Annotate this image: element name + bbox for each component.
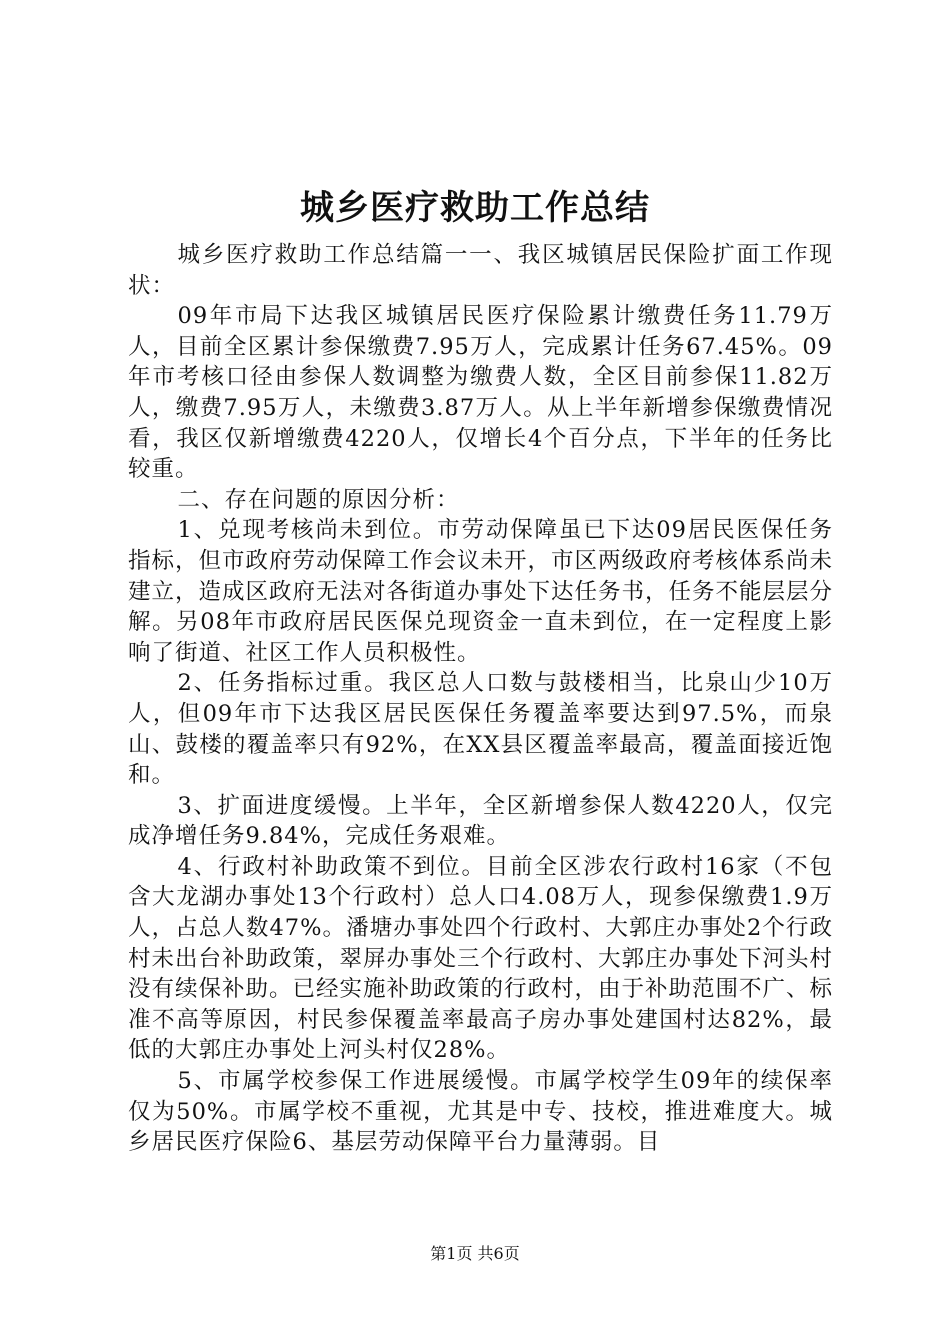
- paragraph-status: 09年市局下达我区城镇居民医疗保险累计缴费任务11.79万人，目前全区累计参保缴费7.95万人，完成累计任务67.45%。09年市考核口径由参保人数调整为缴费人数，全区目前参保11.82万人，缴费7.95万人，未缴费3.87万人。从上半年新增参保缴费情况看，我区仅新增缴费4220人，仅增长4个百分点，下半年的任务比较重。: [128, 303, 833, 483]
- paragraph-analysis-heading: 二、存在问题的原因分析：: [177, 486, 460, 513]
- paragraph-issue-3: 3、扩面进度缓慢。上半年，全区新增参保人数4220人，仅完成净增任务9.84%，完成任务艰难。: [128, 792, 833, 850]
- document-title: 城乡医疗救助工作总结: [300, 188, 650, 228]
- document-body: [128, 240, 833, 1158]
- paragraph-issue-1: 1、兑现考核尚未到位。市劳动保障虽已下达09居民医保任务指标，但市政府劳动保障工作会议未开，市区两级政府考核体系尚未建立，造成区政府无法对各街道办事处下达任务书，任务不能层层分解。另08年市政府居民医保兑现资金一直未到位，在一定程度上影响了街道、社区工作人员积极性。: [128, 517, 834, 666]
- paragraph-issue-5: 5、市属学校参保工作进展缓慢。市属学校学生09年的续保率仅为50%。市属学校不重视，尤其是中专、技校，推进难度大。城乡居民医疗保险6、基层劳动保障平台力量薄弱。目: [128, 1068, 833, 1156]
- paragraph-issue-4: 4、行政村补助政策不到位。目前全区涉农行政村16家（不包含大龙湖办事处13个行政村）总人口4.08万人，现参保缴费1.9万人，占总人数47%。潘塘办事处四个行政村、大郭庄办事处2个行政村未出台补助政策，翠屏办事处三个行政村、大郭庄办事处下河头村没有续保补助。已经实施补助政策的行政村，由于补助范围不广、标准不高等原因，村民参保覆盖率最高子房办事处建国村达82%，最低的大郭庄办事处上河头村仅28%。: [128, 853, 834, 1064]
- paragraph-intro: 城乡医疗救助工作总结篇一一、我区城镇居民保险扩面工作现状：: [128, 242, 833, 299]
- paragraph-issue-2: 2、任务指标过重。我区总人口数与鼓楼相当，比泉山少10万人，但09年市下达我区居民医保任务覆盖率要达到97.5%，而泉山、鼓楼的覆盖率只有92%，在XX县区覆盖率最高，覆盖面接近饱和。: [128, 670, 833, 789]
- page-footer: 第1页 共6页: [430, 1244, 520, 1263]
